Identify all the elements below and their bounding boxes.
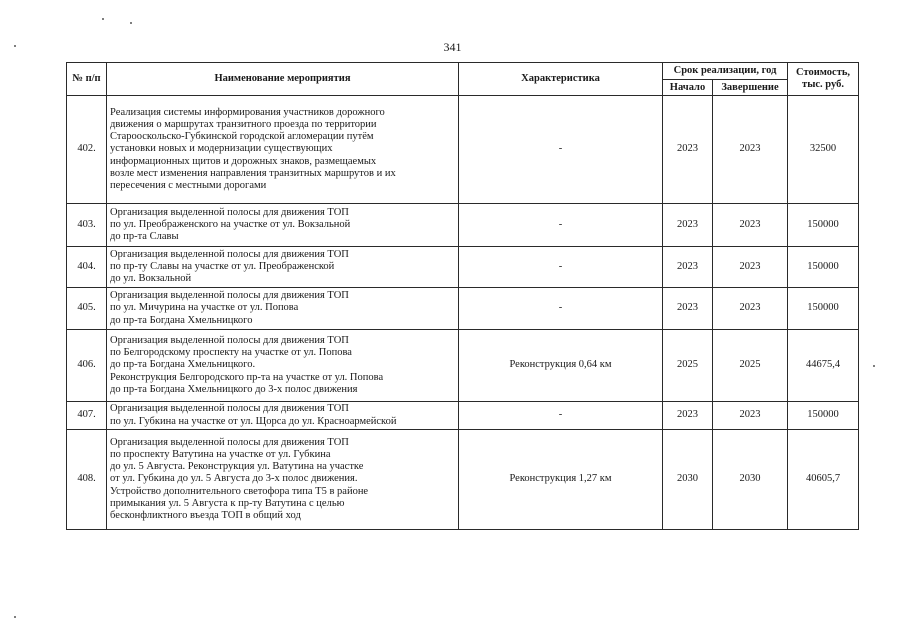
characteristic-cell: -	[459, 204, 663, 247]
activity-name-line: до пр-та Славы	[110, 231, 179, 243]
activity-name-line: примыкания ул. 5 Августа к пр-ту Ватутина с целью	[110, 497, 345, 509]
activity-name	[107, 402, 459, 430]
activity-name-line: по Белгородскому проспекту на участке от ул. Попова	[110, 347, 352, 359]
activity-name-line: до ул. 5 Августа. Реконструкция ул. Ватутина на участке	[110, 461, 364, 473]
characteristic-cell: Реконструкция 1,27 км	[459, 430, 663, 530]
end-year: 2023	[713, 288, 788, 330]
activity-name-line: бесконфликтного въезда ТОП в общий ход	[110, 510, 301, 521]
activity-name	[107, 430, 459, 530]
header-characteristic: Характеристика	[459, 63, 663, 96]
activities-table	[66, 62, 859, 530]
table-row	[67, 247, 859, 288]
activity-name	[107, 204, 459, 247]
cost-value: 150000	[788, 204, 859, 247]
activity-name-line: Организация выделенной полосы для движения ТОП	[110, 334, 349, 346]
row-number: 405.	[67, 288, 107, 330]
activity-name-line: Организация выделенной полосы для движения ТОП	[110, 290, 349, 302]
header-start: Начало	[663, 80, 713, 96]
cost-value: 150000	[788, 247, 859, 288]
end-year: 2023	[713, 402, 788, 430]
characteristic-cell: Реконструкция 0,64 км	[459, 330, 663, 402]
end-year: 2025	[713, 330, 788, 402]
row-number: 407.	[67, 402, 107, 430]
activity-name-line: по проспекту Ватутина на участке от ул. Губкина	[110, 448, 331, 460]
cost-value: 150000	[788, 402, 859, 430]
header-name: Наименование мероприятия	[107, 63, 459, 96]
activity-name-line: Реализация системы информирования участников дорожного	[110, 106, 385, 118]
activity-name-line: движения о маршрутах транзитного проезда по территории	[110, 118, 377, 130]
activity-name-line: Организация выделенной полосы для движения ТОП	[110, 403, 349, 415]
scan-speck	[102, 18, 104, 20]
activity-name-line: пересечения с местными дорогами	[110, 180, 267, 191]
row-number: 402.	[67, 96, 107, 204]
activity-name-line: до ул. Вокзальной	[110, 273, 192, 285]
activity-name-line: Организация выделенной полосы для движения ТОП	[110, 248, 349, 260]
activity-name-line: до пр-та Богдана Хмельницкого до 3-х полос движения	[110, 383, 358, 395]
characteristic-cell: -	[459, 96, 663, 204]
header-cost: Стоимость, тыс. руб.	[788, 63, 859, 96]
activity-name-line: до пр-та Богдана Хмельницкого	[110, 314, 253, 326]
activity-name	[107, 288, 459, 330]
scan-speck	[14, 616, 16, 618]
characteristic-cell: -	[459, 288, 663, 330]
activity-name-line: до пр-та Богдана Хмельницкого.	[110, 359, 256, 371]
activity-name	[107, 330, 459, 402]
activity-name-line: Реконструкция Белгородского пр-та на участке от ул. Попова	[110, 371, 384, 383]
activity-name-line: Старооскольско-Губкинской городской агломерации путём	[110, 131, 374, 143]
cost-value: 40605,7	[788, 430, 859, 530]
activity-name	[107, 247, 459, 288]
activity-name-line: Организация выделенной полосы для движения ТОП	[110, 436, 349, 448]
end-year: 2023	[713, 204, 788, 247]
start-year: 2023	[663, 402, 713, 430]
start-year: 2023	[663, 96, 713, 204]
activity-name-line: по ул. Мичурина на участке от ул. Попова	[110, 302, 299, 314]
start-year: 2023	[663, 288, 713, 330]
start-year: 2023	[663, 204, 713, 247]
row-number: 408.	[67, 430, 107, 530]
row-number: 406.	[67, 330, 107, 402]
cost-value: 44675,4	[788, 330, 859, 402]
scan-speck	[873, 365, 875, 367]
scan-speck	[130, 22, 132, 24]
end-year: 2030	[713, 430, 788, 530]
start-year: 2023	[663, 247, 713, 288]
header-period: Срок реализации, год	[663, 63, 788, 80]
activity-name	[107, 96, 459, 204]
scan-speck	[14, 45, 16, 47]
activity-name-line: Устройство дополнительного светофора типа Т5 в районе	[110, 485, 369, 497]
activity-name-line: от ул. Губкина до ул. 5 Августа до 3-х полос движения.	[110, 473, 358, 485]
table-row	[67, 96, 859, 204]
activity-name-line: информационных щитов и дорожных знаков, размещаемых	[110, 155, 377, 167]
table-row	[67, 204, 859, 247]
characteristic-cell: -	[459, 247, 663, 288]
activity-name-line: по ул. Губкина на участке от ул. Щорса до ул. Красноармейской	[110, 415, 397, 427]
row-number: 404.	[67, 247, 107, 288]
header-num: № п/п	[67, 63, 107, 96]
table-body	[67, 96, 859, 530]
end-year: 2023	[713, 247, 788, 288]
activity-name-line: Организация выделенной полосы для движения ТОП	[110, 206, 349, 218]
cost-value: 32500	[788, 96, 859, 204]
activity-name-line: по ул. Преображенского на участке от ул. Вокзальной	[110, 218, 351, 230]
table-row	[67, 330, 859, 402]
page-number: 341	[443, 40, 462, 54]
table-row	[67, 402, 859, 430]
row-number: 403.	[67, 204, 107, 247]
end-year: 2023	[713, 96, 788, 204]
activity-name-line: по пр-ту Славы на участке от ул. Преображенской	[110, 260, 335, 272]
cost-value: 150000	[788, 288, 859, 330]
activity-name-line: установки новых и модернизации существующих	[110, 143, 333, 155]
header-end: Завершение	[713, 80, 788, 96]
table-row	[67, 288, 859, 330]
activity-name-line: возле мест изменения направления транзитных маршрутов и их	[110, 167, 396, 179]
start-year: 2025	[663, 330, 713, 402]
table-row	[67, 430, 859, 530]
start-year: 2030	[663, 430, 713, 530]
characteristic-cell: -	[459, 402, 663, 430]
